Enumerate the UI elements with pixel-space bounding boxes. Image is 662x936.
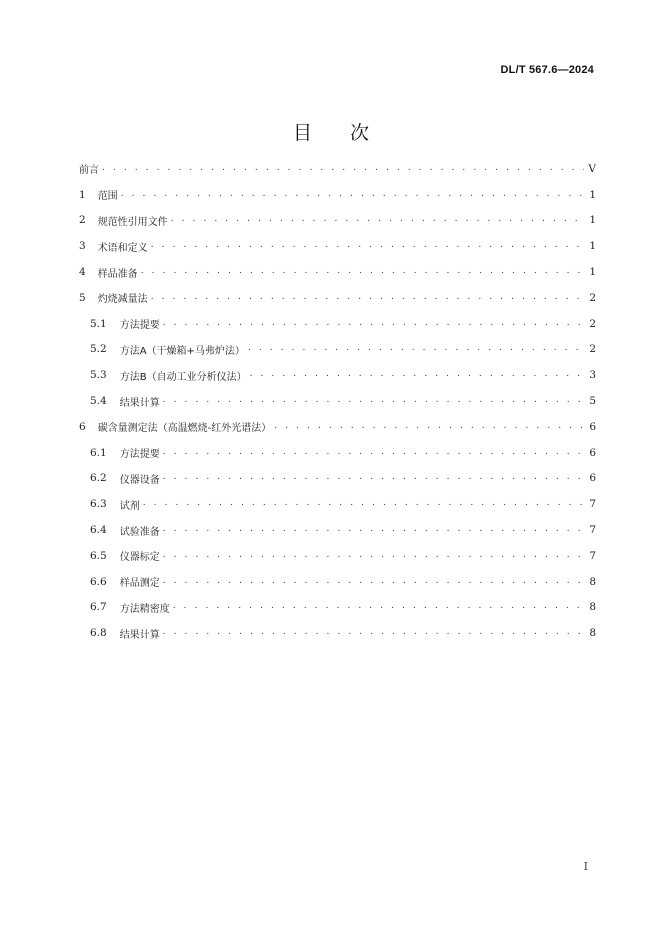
toc-entry[interactable] [79, 414, 596, 440]
toc-leader-dots [250, 369, 584, 379]
toc-entry-number: 2 [79, 214, 86, 227]
toc-entry-number: 5.2 [90, 343, 107, 356]
toc-entry-page: 5 [589, 395, 596, 408]
standard-code: DL/T 567.6—2024 [500, 64, 594, 76]
toc-entry-number: 6 [79, 420, 86, 433]
toc-entry[interactable] [79, 208, 596, 234]
toc-entry-title: 试验准备 [119, 526, 160, 538]
toc-entry-title: 术语和定义 [97, 242, 148, 254]
toc-leader-dots [151, 292, 584, 302]
toc-entry-page: 2 [589, 343, 596, 356]
toc-leader-dots [151, 240, 584, 250]
toc-entry-title: 结果计算 [119, 397, 160, 409]
toc-entry-title: 结果计算 [119, 629, 160, 641]
toc-leader-dots [163, 576, 584, 586]
toc-entry[interactable] [79, 388, 596, 414]
toc-entry[interactable] [79, 595, 596, 621]
toc-entry[interactable] [79, 517, 596, 543]
toc-entry-title: 样品准备 [97, 268, 138, 280]
toc-entry-number: 6.2 [90, 472, 107, 485]
toc-entry-number: 6.8 [90, 627, 107, 640]
toc-entry-page: 2 [589, 317, 596, 330]
toc-entry-title: 灼烧减量法 [97, 294, 148, 306]
toc-leader-dots [163, 550, 584, 560]
toc-leader-dots [173, 601, 584, 611]
toc-entry-page: 7 [589, 549, 596, 562]
toc-entry-title: 前言 [79, 165, 99, 177]
toc-entry[interactable] [79, 491, 596, 517]
toc-entry[interactable] [79, 466, 596, 492]
toc-entry-page: 1 [589, 266, 596, 279]
toc-entry-title: 方法提要 [119, 320, 160, 332]
toc-entry-page: V [588, 162, 596, 175]
toc-entry[interactable] [79, 182, 596, 208]
toc-entry[interactable] [79, 620, 596, 646]
toc-entry-title: 方法精密度 [119, 603, 170, 615]
toc-entry[interactable] [79, 233, 596, 259]
toc-leader-dots [141, 266, 584, 276]
toc-entry-page: 7 [589, 498, 596, 511]
toc-entry-number: 6.7 [90, 601, 107, 614]
toc-entry-page: 1 [589, 214, 596, 227]
toc-entry-number: 4 [79, 266, 86, 279]
toc-entry[interactable] [79, 440, 596, 466]
toc-entry-page: 7 [589, 524, 596, 537]
toc-entry-number: 5.1 [90, 317, 107, 330]
toc-entry[interactable] [79, 311, 596, 337]
toc-entry-number: 5.4 [90, 395, 107, 408]
toc-entry-title: 试剂 [119, 500, 140, 512]
toc-entry-page: 8 [589, 575, 596, 588]
toc-entry-title: 样品测定 [119, 578, 160, 590]
toc-entry-title: 范围 [97, 191, 118, 203]
toc-entry-page: 1 [589, 240, 596, 253]
toc-entry-number: 6.6 [90, 575, 107, 588]
toc-entry[interactable] [79, 259, 596, 285]
toc-entry-number: 6.5 [90, 549, 107, 562]
toc-leader-dots [248, 343, 584, 353]
toc-entry-title: 方法B（自动工业分析仪法） [119, 371, 247, 383]
toc-entry-page: 3 [589, 369, 596, 382]
toc-entry-title: 碳含量测定法（高温燃烧-红外光谱法） [97, 423, 272, 435]
toc-entry-page: 8 [589, 601, 596, 614]
toc-entry-page: 2 [589, 291, 596, 304]
toc-entry[interactable] [79, 362, 596, 388]
toc-entry-page: 6 [589, 420, 596, 433]
toc-entry[interactable] [79, 156, 596, 182]
toc-entry-page: 6 [589, 446, 596, 459]
toc-entry-title: 规范性引用文件 [97, 216, 168, 228]
toc-leader-dots [163, 395, 584, 405]
toc-leader-dots [163, 524, 584, 534]
toc-leader-dots [163, 472, 584, 482]
toc-entry-page: 6 [589, 472, 596, 485]
toc-entry[interactable] [79, 337, 596, 363]
toc-entry-page: 8 [589, 627, 596, 640]
toc-leader-dots [163, 447, 584, 457]
toc-entry[interactable] [79, 543, 596, 569]
toc-leader-dots [143, 498, 584, 508]
toc-entry[interactable] [79, 569, 596, 595]
toc-entry-title: 方法A（干燥箱+马弗炉法） [119, 345, 245, 357]
page-number: I [583, 860, 588, 873]
toc-leader-dots [163, 318, 584, 328]
toc-leader-dots [102, 163, 584, 173]
toc-leader-dots [121, 189, 584, 199]
toc-entry-number: 3 [79, 240, 86, 253]
page-title: 目次 [292, 122, 407, 144]
toc-entry-number: 6.4 [90, 524, 107, 537]
toc-entry-number: 6.1 [90, 446, 107, 459]
toc-leader-dots [274, 421, 584, 431]
toc-entry-page: 1 [589, 188, 596, 201]
toc-leader-dots [171, 214, 584, 224]
toc-entry-number: 1 [79, 188, 86, 201]
toc-leader-dots [163, 627, 584, 637]
toc-entry-title: 仪器设备 [119, 474, 160, 486]
toc-entry-number: 6.3 [90, 498, 107, 511]
toc-entry[interactable] [79, 285, 596, 311]
toc-entry-number: 5.3 [90, 369, 107, 382]
toc-entry-number: 5 [79, 291, 86, 304]
toc-entry-title: 仪器标定 [119, 552, 160, 564]
table-of-contents [79, 156, 596, 646]
toc-entry-title: 方法提要 [119, 449, 160, 461]
